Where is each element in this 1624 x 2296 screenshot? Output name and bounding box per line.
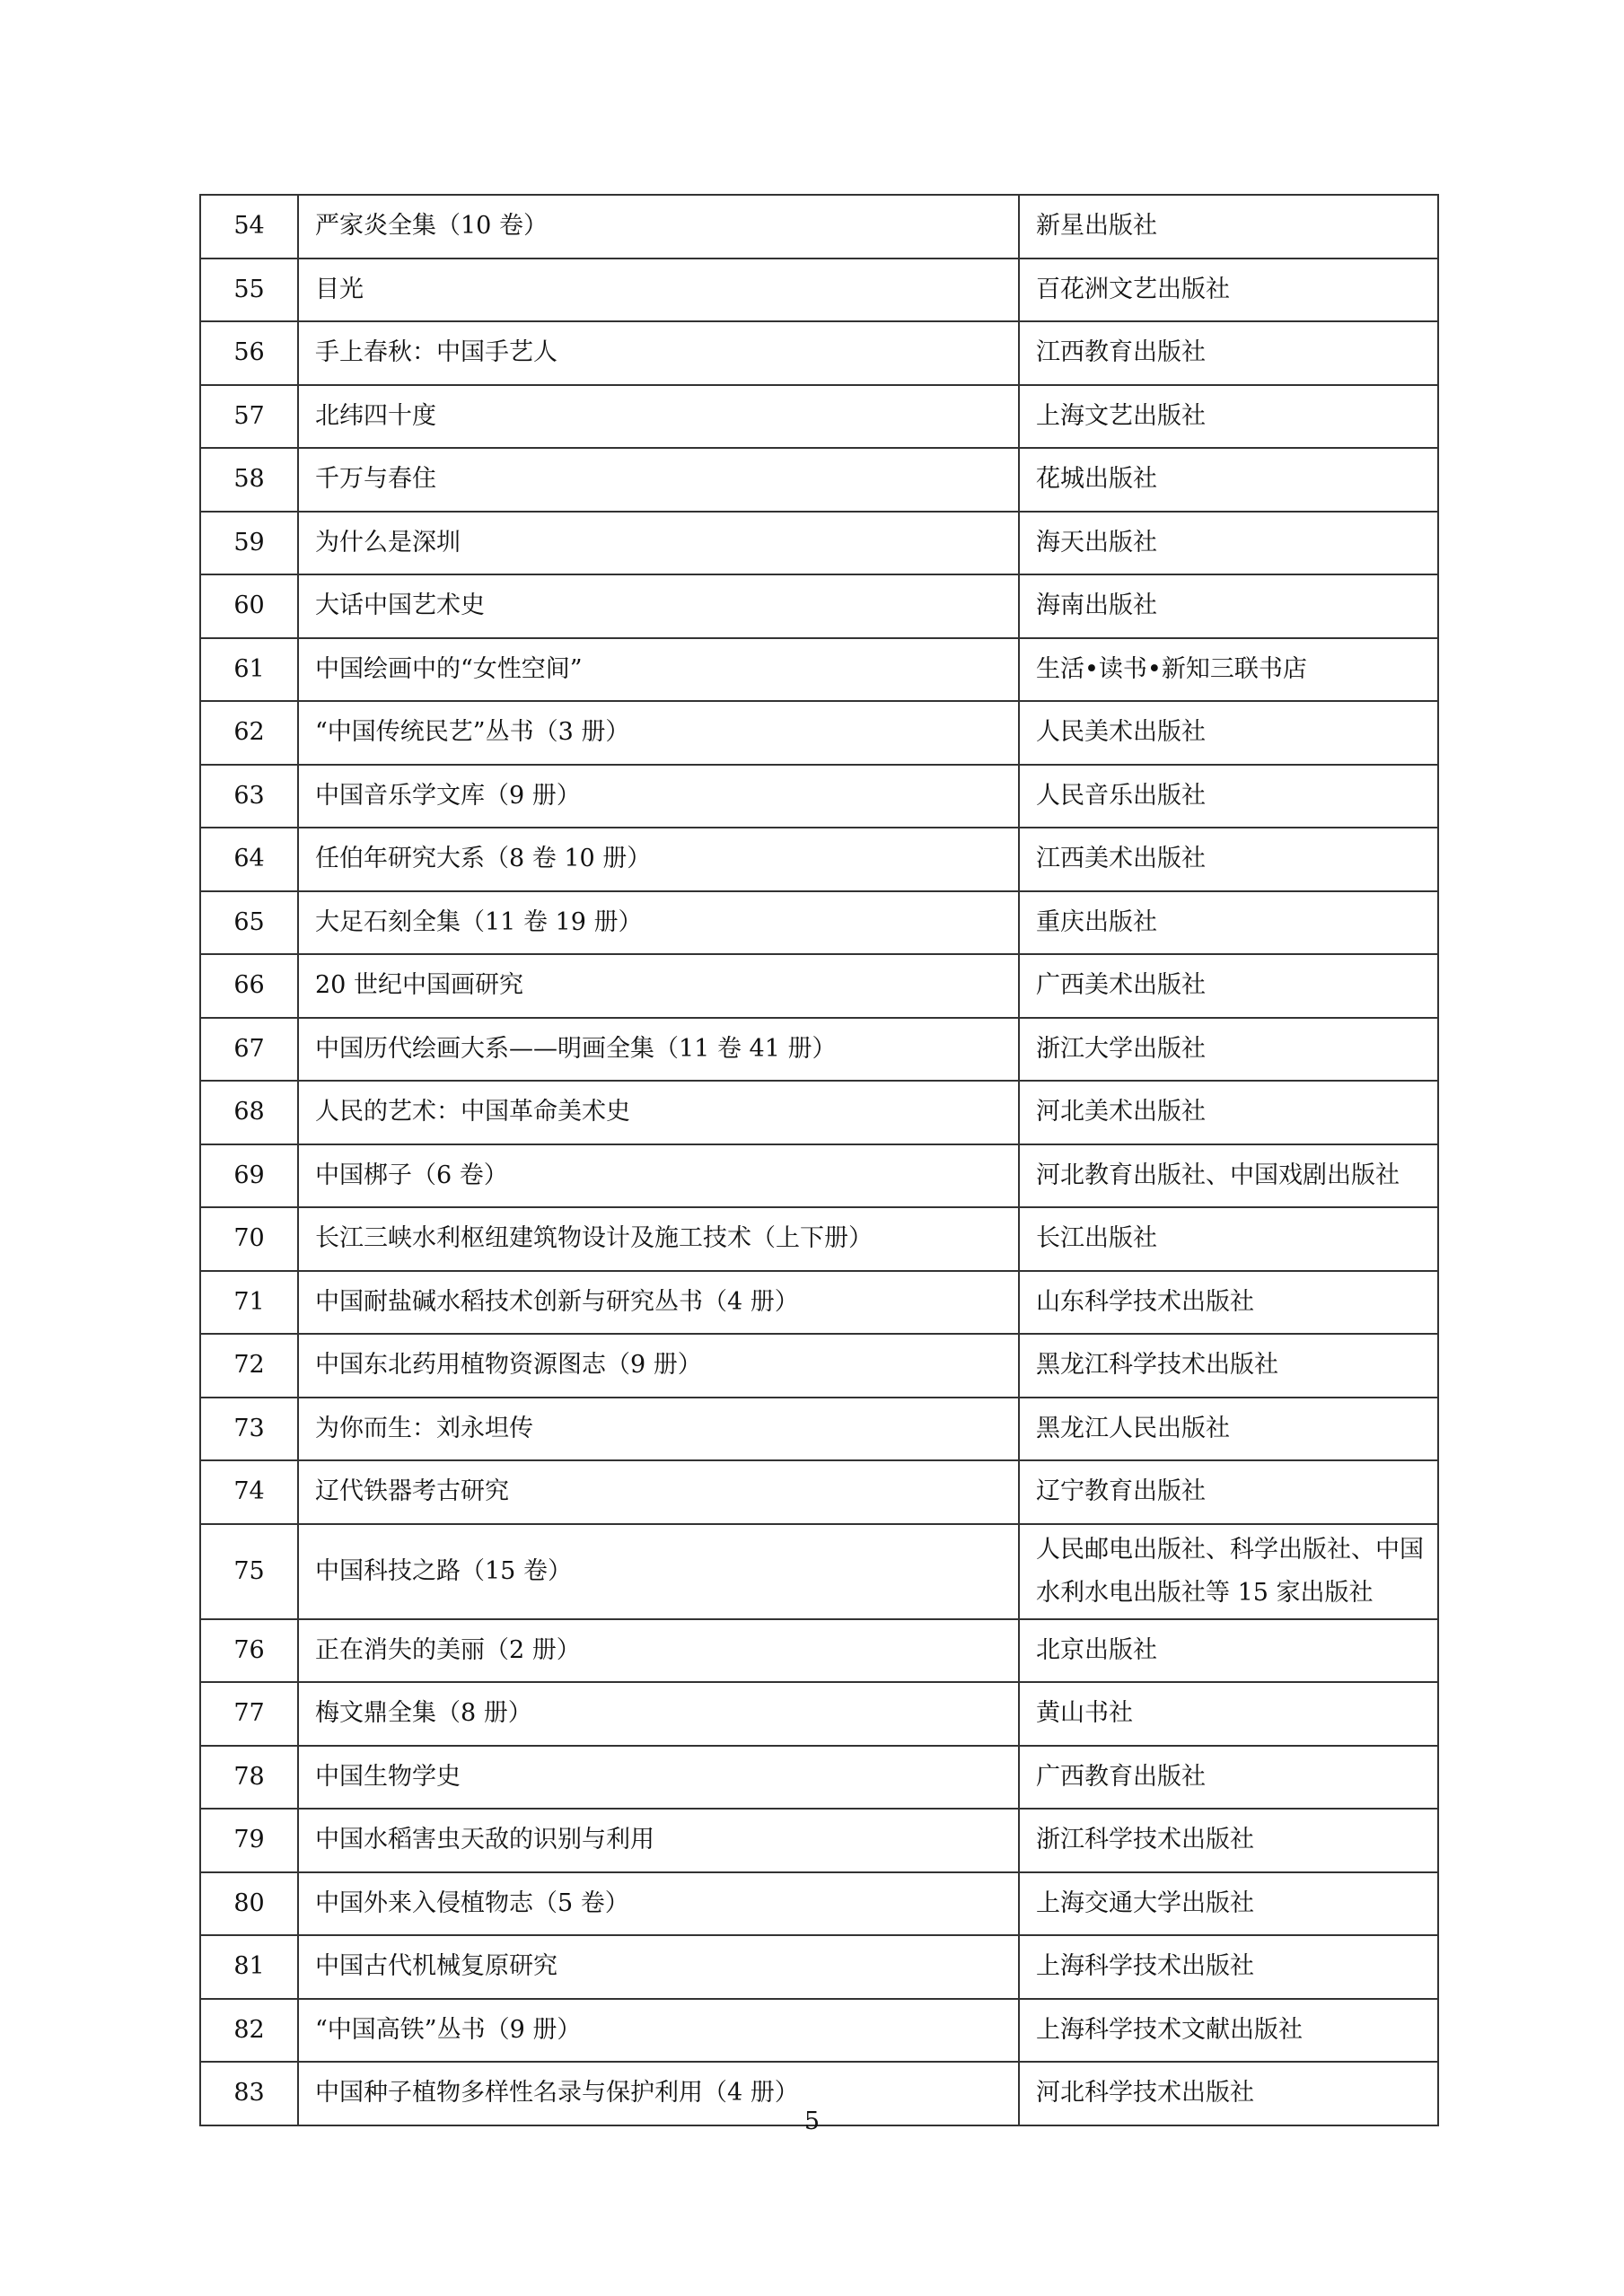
row-number: 81: [200, 1935, 298, 1999]
table-row: [200, 891, 1438, 955]
publisher: 辽宁教育出版社: [1019, 1460, 1438, 1524]
book-title: 为你而生：刘永坦传: [298, 1398, 1019, 1461]
book-title: 北纬四十度: [298, 385, 1019, 449]
table-row: [200, 765, 1438, 828]
publisher: 上海科学技术文献出版社: [1019, 1999, 1438, 2063]
book-title: 任伯年研究大系（8 卷 10 册）: [298, 828, 1019, 891]
book-title: 中国绘画中的“女性空间”: [298, 638, 1019, 702]
book-title: 中国梆子（6 卷）: [298, 1144, 1019, 1208]
row-number: 82: [200, 1999, 298, 2063]
publisher: 上海文艺出版社: [1019, 385, 1438, 449]
publisher: 河北科学技术出版社: [1019, 2062, 1438, 2125]
table-row: [200, 385, 1438, 449]
book-title: 人民的艺术：中国革命美术史: [298, 1081, 1019, 1144]
book-title: 中国生物学史: [298, 1746, 1019, 1810]
table-row: [200, 1872, 1438, 1936]
publisher: 生活•读书•新知三联书店: [1019, 638, 1438, 702]
table-row: [200, 512, 1438, 575]
row-number: 62: [200, 701, 298, 765]
table-row: [200, 1081, 1438, 1144]
table-row: [200, 638, 1438, 702]
table-row: [200, 1999, 1438, 2063]
publisher: 人民邮电出版社、科学出版社、中国水利水电出版社等 15 家出版社: [1019, 1524, 1438, 1619]
publisher: 山东科学技术出版社: [1019, 1271, 1438, 1335]
table-row: [200, 1935, 1438, 1999]
row-number: 58: [200, 448, 298, 512]
publisher: 重庆出版社: [1019, 891, 1438, 955]
row-number: 66: [200, 954, 298, 1018]
publisher: 江西美术出版社: [1019, 828, 1438, 891]
publisher: 黑龙江人民出版社: [1019, 1398, 1438, 1461]
book-title: 中国耐盐碱水稻技术创新与研究丛书（4 册）: [298, 1271, 1019, 1335]
book-title: 目光: [298, 259, 1019, 322]
table-row: [200, 448, 1438, 512]
table-row: [200, 1334, 1438, 1398]
row-number: 74: [200, 1460, 298, 1524]
page-number: 5: [803, 2108, 821, 2135]
publisher: 百花洲文艺出版社: [1019, 259, 1438, 322]
table-row: [200, 1271, 1438, 1335]
table-row: [200, 1746, 1438, 1810]
publisher: 新星出版社: [1019, 195, 1438, 259]
book-title: 长江三峡水利枢纽建筑物设计及施工技术（上下册）: [298, 1207, 1019, 1271]
row-number: 78: [200, 1746, 298, 1810]
table-row: [200, 1207, 1438, 1271]
row-number: 69: [200, 1144, 298, 1208]
book-title: 中国历代绘画大系——明画全集（11 卷 41 册）: [298, 1018, 1019, 1082]
table-row: [200, 574, 1438, 638]
book-title: 手上春秋：中国手艺人: [298, 321, 1019, 385]
book-title: “中国高铁”丛书（9 册）: [298, 1999, 1019, 2063]
row-number: 59: [200, 512, 298, 575]
row-number: 64: [200, 828, 298, 891]
row-number: 77: [200, 1682, 298, 1746]
row-number: 70: [200, 1207, 298, 1271]
book-title: 严家炎全集（10 卷）: [298, 195, 1019, 259]
publisher: 人民音乐出版社: [1019, 765, 1438, 828]
row-number: 71: [200, 1271, 298, 1335]
publisher: 海南出版社: [1019, 574, 1438, 638]
publisher: 海天出版社: [1019, 512, 1438, 575]
table-row: [200, 1809, 1438, 1872]
publisher: 黑龙江科学技术出版社: [1019, 1334, 1438, 1398]
row-number: 60: [200, 574, 298, 638]
table-row: [200, 1018, 1438, 1082]
book-title: 中国古代机械复原研究: [298, 1935, 1019, 1999]
row-number: 55: [200, 259, 298, 322]
row-number: 75: [200, 1524, 298, 1619]
publisher: 河北教育出版社、中国戏剧出版社: [1019, 1144, 1438, 1208]
book-title: 正在消失的美丽（2 册）: [298, 1619, 1019, 1683]
row-number: 68: [200, 1081, 298, 1144]
publisher: 上海交通大学出版社: [1019, 1872, 1438, 1936]
publisher: 人民美术出版社: [1019, 701, 1438, 765]
table-row: [200, 828, 1438, 891]
book-title: 大足石刻全集（11 卷 19 册）: [298, 891, 1019, 955]
publisher: 广西教育出版社: [1019, 1746, 1438, 1810]
publisher: 浙江大学出版社: [1019, 1018, 1438, 1082]
row-number: 72: [200, 1334, 298, 1398]
publisher: 黄山书社: [1019, 1682, 1438, 1746]
book-title: 中国外来入侵植物志（5 卷）: [298, 1872, 1019, 1936]
publisher: 长江出版社: [1019, 1207, 1438, 1271]
row-number: 76: [200, 1619, 298, 1683]
table-row: [200, 1398, 1438, 1461]
row-number: 61: [200, 638, 298, 702]
publisher: 上海科学技术出版社: [1019, 1935, 1438, 1999]
book-title: 辽代铁器考古研究: [298, 1460, 1019, 1524]
book-title: 大话中国艺术史: [298, 574, 1019, 638]
publisher: 河北美术出版社: [1019, 1081, 1438, 1144]
publisher: 广西美术出版社: [1019, 954, 1438, 1018]
book-title: 为什么是深圳: [298, 512, 1019, 575]
book-list-table: [199, 194, 1439, 2126]
book-title: 中国东北药用植物资源图志（9 册）: [298, 1334, 1019, 1398]
row-number: 73: [200, 1398, 298, 1461]
table-row: [200, 1144, 1438, 1208]
row-number: 67: [200, 1018, 298, 1082]
table-row: [200, 1619, 1438, 1683]
row-number: 56: [200, 321, 298, 385]
book-title: 梅文鼎全集（8 册）: [298, 1682, 1019, 1746]
row-number: 65: [200, 891, 298, 955]
row-number: 79: [200, 1809, 298, 1872]
book-title: 中国科技之路（15 卷）: [298, 1524, 1019, 1619]
publisher: 浙江科学技术出版社: [1019, 1809, 1438, 1872]
row-number: 83: [200, 2062, 298, 2125]
table-row: [200, 701, 1438, 765]
book-title: “中国传统民艺”丛书（3 册）: [298, 701, 1019, 765]
row-number: 63: [200, 765, 298, 828]
book-title: 中国水稻害虫天敌的识别与利用: [298, 1809, 1019, 1872]
table-row: [200, 1524, 1438, 1619]
table-row: [200, 259, 1438, 322]
table-row: [200, 1460, 1438, 1524]
book-title: 中国种子植物多样性名录与保护利用（4 册）: [298, 2062, 1019, 2125]
table-row: [200, 954, 1438, 1018]
table-row: [200, 195, 1438, 259]
table-row: [200, 321, 1438, 385]
row-number: 57: [200, 385, 298, 449]
row-number: 54: [200, 195, 298, 259]
book-title: 20 世纪中国画研究: [298, 954, 1019, 1018]
book-title: 中国音乐学文库（9 册）: [298, 765, 1019, 828]
table-row: [200, 1682, 1438, 1746]
publisher: 北京出版社: [1019, 1619, 1438, 1683]
publisher: 花城出版社: [1019, 448, 1438, 512]
row-number: 80: [200, 1872, 298, 1936]
book-title: 千万与春住: [298, 448, 1019, 512]
publisher: 江西教育出版社: [1019, 321, 1438, 385]
